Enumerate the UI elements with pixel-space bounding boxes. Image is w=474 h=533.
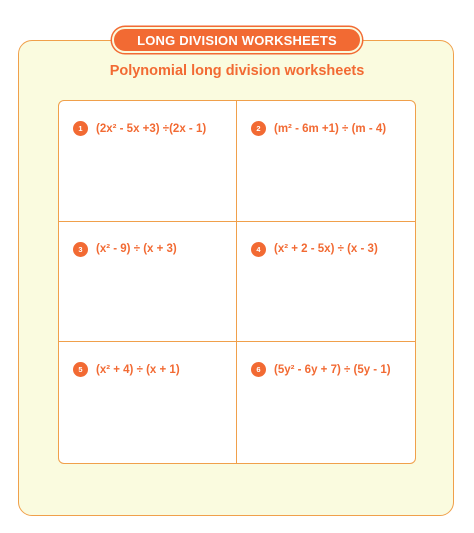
- problem-6: [251, 362, 391, 377]
- problem-number-badge: 3: [73, 242, 88, 257]
- problem-5: [73, 362, 180, 377]
- problem-number-badge: 2: [251, 121, 266, 136]
- problem-cell-2: [237, 101, 415, 222]
- problem-grid: [58, 100, 416, 464]
- problem-3: [73, 242, 177, 257]
- problem-cell-3: [59, 222, 237, 343]
- worksheet-title-banner: [112, 27, 362, 53]
- problem-number-badge: 6: [251, 362, 266, 377]
- problem-expression: (5y² - 6y + 7) ÷ (5y - 1): [274, 363, 391, 376]
- problem-expression: (x² - 9) ÷ (x + 3): [96, 243, 177, 256]
- problem-number-badge: 4: [251, 242, 266, 257]
- problem-4: [251, 242, 378, 257]
- problem-cell-5: [59, 342, 237, 463]
- problem-expression: (x² + 2 - 5x) ÷ (x - 3): [274, 243, 378, 256]
- problem-2: [251, 121, 386, 136]
- problem-cell-4: [237, 222, 415, 343]
- problem-number-badge: 1: [73, 121, 88, 136]
- problem-cell-6: [237, 342, 415, 463]
- worksheet-title: LONG DIVISION WORKSHEETS: [137, 32, 337, 48]
- problem-cell-1: [59, 101, 237, 222]
- worksheet-subtitle: Polynomial long division worksheets: [109, 63, 365, 79]
- problem-expression: (2x² - 5x +3) ÷(2x - 1): [96, 122, 207, 135]
- problem-1: [73, 121, 206, 136]
- problem-number-badge: 5: [73, 362, 88, 377]
- problem-expression: (m² - 6m +1) ÷ (m - 4): [274, 122, 387, 135]
- problem-expression: (x² + 4) ÷ (x + 1): [96, 363, 180, 376]
